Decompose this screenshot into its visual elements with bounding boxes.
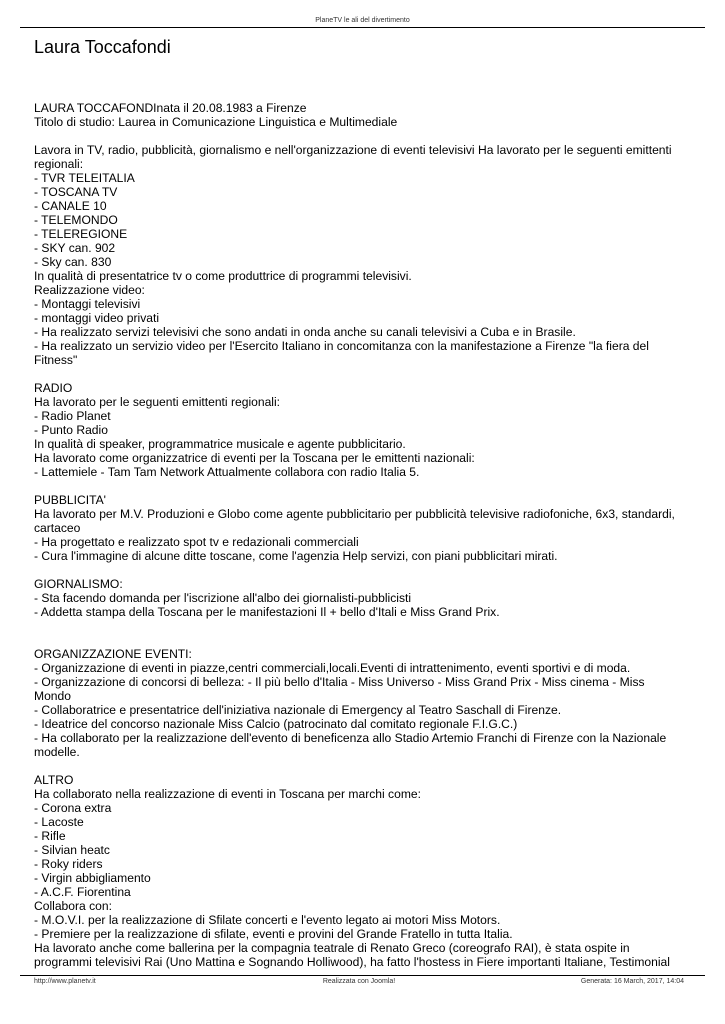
- paragraph-gap: [34, 633, 694, 647]
- radio-line: - Lattemiele - Tam Tam Network Attualmente collabora con radio Italia 5.: [34, 465, 420, 479]
- tv-role-text: In qualità di presentatrice tv o come produttrice di programmi televisivi.: [34, 269, 412, 283]
- tv-station-item: - TELEREGIONE: [34, 227, 128, 241]
- paragraph-gap: [34, 129, 694, 143]
- paragraph-gap: [34, 479, 694, 493]
- brand-item: - Virgin abbigliamento: [34, 871, 151, 885]
- altro-final-line: programmi televisivi Rai (Uno Mattina e Sognando Holliwood), ha fatto l'hostess in Fiere importanti Italiane, Testimonial: [34, 955, 670, 969]
- tv-lead-line: regionali:: [34, 157, 84, 171]
- video-item: - Ha realizzato un servizio video per l'Esercito Italiano in concomitanza con la manifestazione a Firenze "la fiera del: [34, 339, 649, 353]
- article-title: Laura Toccafondi: [34, 37, 171, 57]
- eventi-item: - Ha collaborato per la realizzazione dell'evento di beneficenza allo Stadio Artemio Franchi di Firenze con la Nazionale: [34, 731, 667, 745]
- tv-station-item: - TVR TELEITALIA: [34, 171, 135, 185]
- radio-line: Ha lavorato per le seguenti emittenti regionali:: [34, 395, 281, 409]
- tv-station-item: - Sky can. 830: [34, 255, 112, 269]
- page-header-site-title: PlaneTV le ali del divertimento: [315, 17, 410, 24]
- paragraph-gap: [34, 619, 694, 633]
- intro-line: LAURA TOCCAFONDInata il 20.08.1983 a Firenze: [34, 101, 307, 115]
- eventi-item: - Collaboratrice e presentatrice dell'iniziativa nazionale di Emergency al Teatro Saschall di Firenze.: [34, 703, 562, 717]
- eventi-item: - Ideatrice del concorso nazionale Miss Calcio (patrocinato dal comitato regionale F.I.G.C.): [34, 717, 518, 731]
- giornalismo-item: - Addetta stampa della Toscana per le manifestazioni Il + bello d'Itali e Miss Grand Prix.: [34, 605, 500, 619]
- brand-item: - Silvian heatc: [34, 843, 110, 857]
- altro-heading: ALTRO: [34, 773, 74, 787]
- video-item: - montaggi video privati: [34, 311, 160, 325]
- footer-generated-date: Generata: 16 March, 2017, 14:04: [580, 978, 684, 985]
- intro-line: Titolo di studio: Laurea in Comunicazione Linguistica e Multimediale: [34, 115, 398, 129]
- paragraph-gap: [34, 367, 694, 381]
- footer-made-with: Realizzata con Joomla!: [322, 978, 396, 985]
- eventi-item-continuation: modelle.: [34, 745, 80, 759]
- giornalismo-heading: GIORNALISMO:: [34, 577, 123, 591]
- footer-divider: [20, 975, 705, 976]
- brand-item: - A.C.F. Fiorentina: [34, 885, 131, 899]
- collabora-item: - M.O.V.I. per la realizzazione di Sfilate concerti e l'evento legato ai motori Miss Motors.: [34, 913, 501, 927]
- brand-item: - Rifle: [34, 829, 66, 843]
- eventi-item-continuation: Mondo: [34, 689, 71, 703]
- tv-station-item: - TOSCANA TV: [34, 185, 118, 199]
- altro-lead: Ha collaborato nella realizzazione di eventi in Toscana per marchi come:: [34, 787, 421, 801]
- radio-line: - Radio Planet: [34, 409, 111, 423]
- tv-station-item: - SKY can. 902: [34, 241, 116, 255]
- tv-station-item: - CANALE 10: [34, 199, 107, 213]
- brand-item: - Corona extra: [34, 801, 112, 815]
- video-item-continuation: Fitness": [34, 353, 78, 367]
- pubblicita-line: Ha lavorato per M.V. Produzioni e Globo come agente pubblicitario per pubblicità televisive radiofoniche, 6x3, standardi,: [34, 507, 675, 521]
- brand-item: - Lacoste: [34, 815, 84, 829]
- tv-station-item: - TELEMONDO: [34, 213, 118, 227]
- pubblicita-line: cartaceo: [34, 521, 81, 535]
- pubblicita-item: - Ha progettato e realizzato spot tv e redazionali commerciali: [34, 535, 359, 549]
- article-body: [34, 101, 694, 969]
- paragraph-gap: [34, 759, 694, 773]
- pubblicita-item: - Cura l'immagine di alcune ditte toscane, come l'agenzia Help servizi, con piani pubblicitari mirati.: [34, 549, 558, 563]
- radio-heading: RADIO: [34, 381, 73, 395]
- eventi-item: - Organizzazione di concorsi di belleza: - Il più bello d'Italia - Miss Universo - Miss Grand Prix - Miss cinema - Miss: [34, 675, 645, 689]
- altro-final-line: Ha lavorato anche come ballerina per la compagnia teatrale di Renato Greco (coreografo RAI), è stata ospite in: [34, 941, 630, 955]
- radio-line: Ha lavorato come organizzatrice di eventi per la Toscana per le emittenti nazionali:: [34, 451, 475, 465]
- header-divider: [20, 27, 705, 28]
- radio-line: In qualità di speaker, programmatrice musicale e agente pubblicitario.: [34, 437, 406, 451]
- giornalismo-item: - Sta facendo domanda per l'iscrizione all'albo dei giornalisti-pubblicisti: [34, 591, 412, 605]
- tv-lead-line: Lavora in TV, radio, pubblicità, giornalismo e nell'organizzazione di eventi televisivi Ha lavorato per le seguenti emittenti: [34, 143, 672, 157]
- collabora-heading: Collabora con:: [34, 899, 112, 913]
- radio-line: - Punto Radio: [34, 423, 108, 437]
- eventi-item: - Organizzazione di eventi in piazze,centri commerciali,locali.Eventi di intrattenimento, eventi sportivi e di moda.: [34, 661, 631, 675]
- video-item: - Ha realizzato servizi televisivi che sono andati in onda anche su canali televisivi a Cuba e in Brasile.: [34, 325, 576, 339]
- eventi-heading: ORGANIZZAZIONE EVENTI:: [34, 647, 192, 661]
- pubblicita-heading: PUBBLICITA': [34, 493, 106, 507]
- brand-item: - Roky riders: [34, 857, 103, 871]
- collabora-item: - Premiere per la realizzazione di sfilate, eventi e provini del Grande Fratello in tutta Italia.: [34, 927, 513, 941]
- video-heading: Realizzazione video:: [34, 283, 145, 297]
- video-item: - Montaggi televisivi: [34, 297, 141, 311]
- footer-url: http://www.planetv.it: [34, 978, 96, 985]
- paragraph-gap: [34, 563, 694, 577]
